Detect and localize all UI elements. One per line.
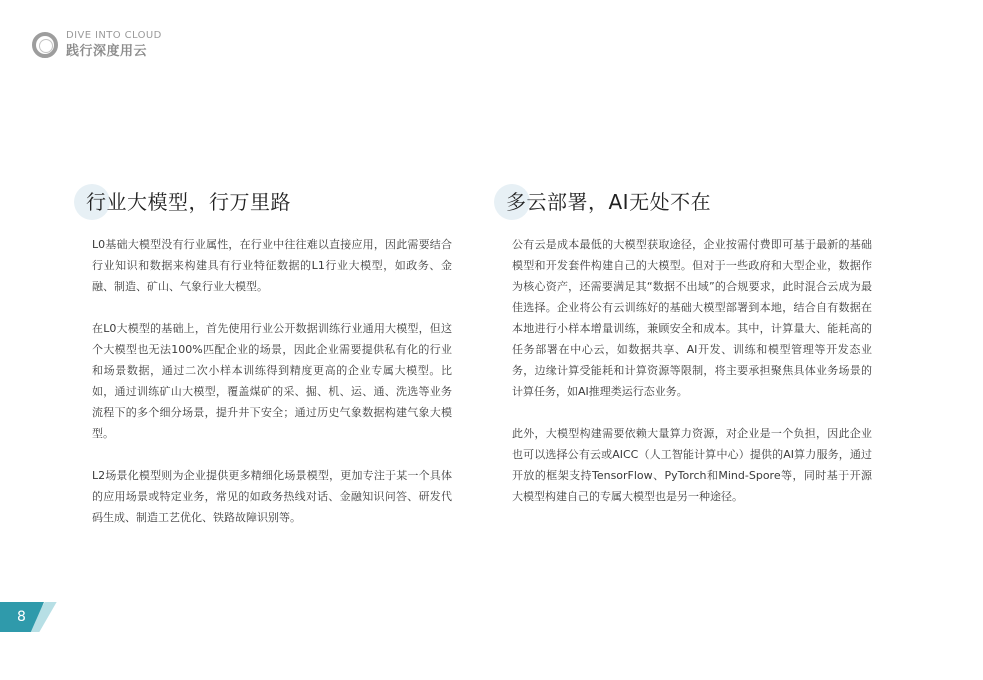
section-industry-models [80,184,452,549]
brand-name-cn: 践行深度用云 [66,44,148,59]
section-multicloud [500,184,872,528]
cloud-ring-icon [32,32,58,58]
section-heading [500,184,872,220]
brand-text [66,30,162,60]
section-title: 行业大模型，行万里路 [86,190,291,214]
paragraph: L2场景化模型则为企业提供更多精细化场景模型，更加专注于某一个具体的应用场景或特定业务，常见的如政务热线对话、金融知识问答、研发代码生成、制造工艺优化、铁路故障识别等。 [92,469,452,524]
page-number-tab [0,602,70,632]
section-body [80,234,452,528]
section-body [500,234,872,507]
brand-logo [32,30,162,60]
paragraph: 此外，大模型构建需要依赖大量算力资源，对企业是一个负担，因此企业也可以选择公有云或AICC（人工智能计算中心）提供的AI算力服务，通过开放的框架支持TensorFlow、PyTorch和Mind-Spore等，同时基于开源大模型构建自己的专属大模型也是另一种途径。 [512,427,872,503]
paragraph: L0基础大模型没有行业属性，在行业中往往难以直接应用，因此需要结合行业知识和数据来构建具有行业特征数据的L1行业大模型，如政务、金融、制造、矿山、气象行业大模型。 [92,238,452,293]
page-number: 8 [17,609,26,625]
paragraph: 公有云是成本最低的大模型获取途径，企业按需付费即可基于最新的基础模型和开发套件构建自己的大模型。但对于一些政府和大型企业，数据作为核心资产，还需要满足其“数据不出域”的合规要求，此时混合云成为最佳选择。企业将公有云训练好的基础大模型部署到本地，结合自有数据在本地进行小样本增量训练，兼顾安全和成本。其中，计算量大、能耗高的任务部署在中心云，如数据共享、AI开发、训练和模型管理等开发态业务，边缘计算受能耗和计算资源等限制，将主要承担聚焦具体业务场景的计算任务，如AI推理类运行态业务。 [512,238,872,398]
paragraph: 在L0大模型的基础上，首先使用行业公开数据训练行业通用大模型，但这个大模型也无法100%匹配企业的场景，因此企业需要提供私有化的行业和场景数据，通过二次小样本训练得到精度更高的企业专属大模型。比如，通过训练矿山大模型，覆盖煤矿的采、掘、机、运、通、洗选等业务流程下的多个细分场景，提升井下安全；通过历史气象数据构建气象大模型。 [92,322,452,440]
brand-name-en: DIVE INTO CLOUD [66,30,162,41]
section-title: 多云部署，AI无处不在 [506,190,712,214]
section-heading [80,184,452,220]
